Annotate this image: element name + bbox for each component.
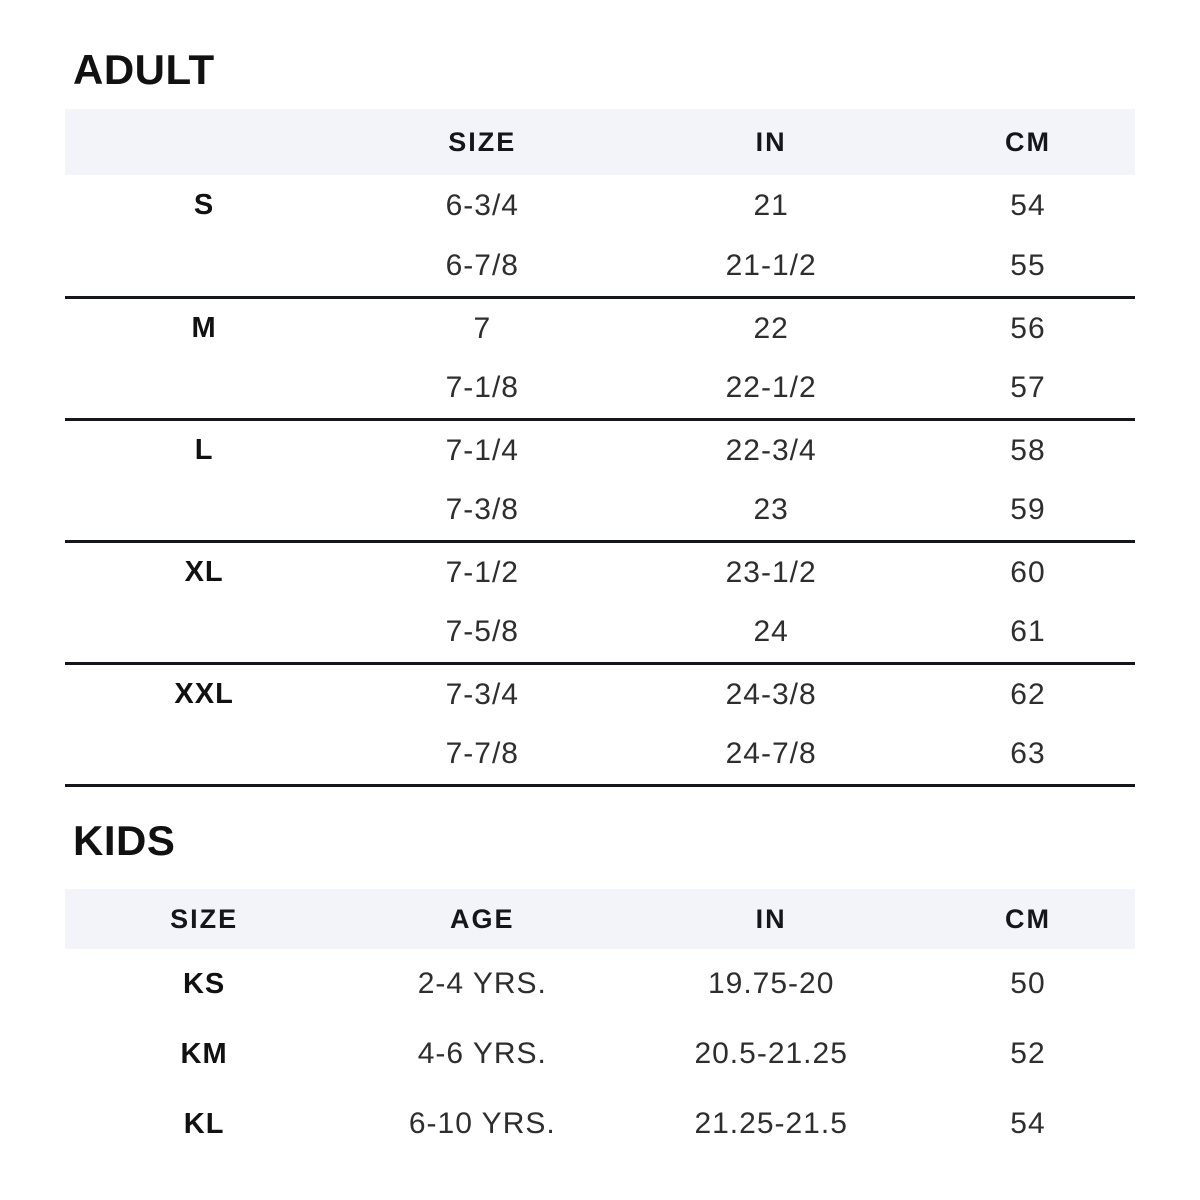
adult-table-row <box>65 602 1135 663</box>
adult-hat-size-cell: 7-1/2 <box>445 555 519 589</box>
adult-cm-cell: 63 <box>921 724 1135 785</box>
kids-size-label: KL <box>183 1107 225 1140</box>
adult-size-label <box>65 724 343 785</box>
adult-table-row <box>65 297 1135 358</box>
adult-table-row <box>65 175 1135 236</box>
adult-size-table <box>65 109 1135 787</box>
adult-inches-cell: 23 <box>621 480 921 541</box>
adult-size-label: M <box>191 312 217 345</box>
kids-table-row <box>65 1019 1135 1089</box>
kids-header-row <box>65 889 1135 949</box>
adult-size-label <box>65 480 343 541</box>
adult-inches-cell: 23-1/2 <box>725 555 817 589</box>
adult-inches-cell: 24 <box>621 602 921 663</box>
adult-col-header-cm: CM <box>921 109 1135 175</box>
kids-inches-cell: 21.25-21.5 <box>694 1107 848 1141</box>
adult-hat-size-cell: 7-5/8 <box>343 602 621 663</box>
kids-inches-cell: 19.75-20 <box>707 967 835 1001</box>
adult-inches-cell: 21-1/2 <box>621 236 921 297</box>
adult-cm-cell: 57 <box>921 358 1135 419</box>
adult-header-row <box>65 109 1135 175</box>
adult-cm-cell: 60 <box>1010 555 1046 589</box>
kids-table-row <box>65 1089 1135 1159</box>
kids-size-label: KS <box>182 967 226 1000</box>
adult-inches-cell: 24-7/8 <box>621 724 921 785</box>
adult-hat-size-cell: 7 <box>473 311 492 345</box>
adult-cm-cell: 58 <box>1010 433 1046 467</box>
kids-col-header-cm: CM <box>921 889 1135 949</box>
adult-table-row <box>65 541 1135 602</box>
adult-inches-cell: 22-3/4 <box>725 433 817 467</box>
adult-col-header-empty <box>65 109 343 175</box>
kids-cm-cell: 52 <box>1010 1037 1046 1071</box>
adult-hat-size-cell: 7-3/8 <box>343 480 621 541</box>
kids-col-header-age: AGE <box>343 889 621 949</box>
adult-hat-size-cell: 7-1/4 <box>445 433 519 467</box>
adult-section-title: ADULT <box>73 46 215 93</box>
adult-hat-size-cell: 7-7/8 <box>343 724 621 785</box>
adult-size-label: XXL <box>174 678 234 711</box>
adult-hat-size-cell: 6-7/8 <box>343 236 621 297</box>
adult-col-header-size: SIZE <box>343 109 621 175</box>
adult-table-row <box>65 419 1135 480</box>
adult-size-label <box>65 602 343 663</box>
adult-hat-size-cell: 7-1/8 <box>343 358 621 419</box>
kids-section-title: KIDS <box>73 816 176 864</box>
kids-size-table <box>65 889 1135 1159</box>
adult-inches-cell: 24-3/8 <box>725 677 817 711</box>
adult-col-header-in: IN <box>621 109 921 175</box>
kids-age-cell: 4-6 YRS. <box>417 1037 547 1071</box>
adult-table-row <box>65 236 1135 297</box>
adult-table-row <box>65 480 1135 541</box>
adult-inches-cell: 22-1/2 <box>621 358 921 419</box>
adult-inches-cell: 21 <box>753 188 789 222</box>
adult-table-row <box>65 724 1135 785</box>
kids-col-header-size: SIZE <box>65 889 343 949</box>
adult-table-row <box>65 358 1135 419</box>
kids-table-row <box>65 949 1135 1019</box>
adult-size-label <box>65 358 343 419</box>
adult-cm-cell: 56 <box>1010 311 1046 345</box>
adult-cm-cell: 62 <box>1010 677 1046 711</box>
adult-table-header <box>65 109 1135 175</box>
kids-table-header <box>65 889 1135 949</box>
kids-col-header-in: IN <box>621 889 921 949</box>
kids-age-cell: 2-4 YRS. <box>417 967 547 1001</box>
adult-size-label <box>65 236 343 297</box>
adult-size-label: XL <box>184 556 224 589</box>
adult-cm-cell: 61 <box>921 602 1135 663</box>
adult-size-label: S <box>193 189 215 222</box>
adult-hat-size-cell: 7-3/4 <box>445 677 519 711</box>
kids-size-label: KM <box>180 1037 228 1070</box>
adult-cm-cell: 55 <box>921 236 1135 297</box>
adult-hat-size-cell: 6-3/4 <box>445 188 519 222</box>
kids-table-body <box>65 949 1135 1159</box>
kids-age-cell: 6-10 YRS. <box>408 1107 556 1141</box>
adult-inches-cell: 22 <box>753 311 789 345</box>
kids-inches-cell: 20.5-21.25 <box>694 1037 848 1071</box>
adult-table-row <box>65 663 1135 724</box>
kids-cm-cell: 50 <box>1010 967 1046 1001</box>
adult-cm-cell: 54 <box>1010 188 1046 222</box>
adult-cm-cell: 59 <box>921 480 1135 541</box>
adult-table-body <box>65 175 1135 785</box>
kids-cm-cell: 54 <box>1010 1107 1046 1141</box>
adult-size-label: L <box>194 434 214 467</box>
